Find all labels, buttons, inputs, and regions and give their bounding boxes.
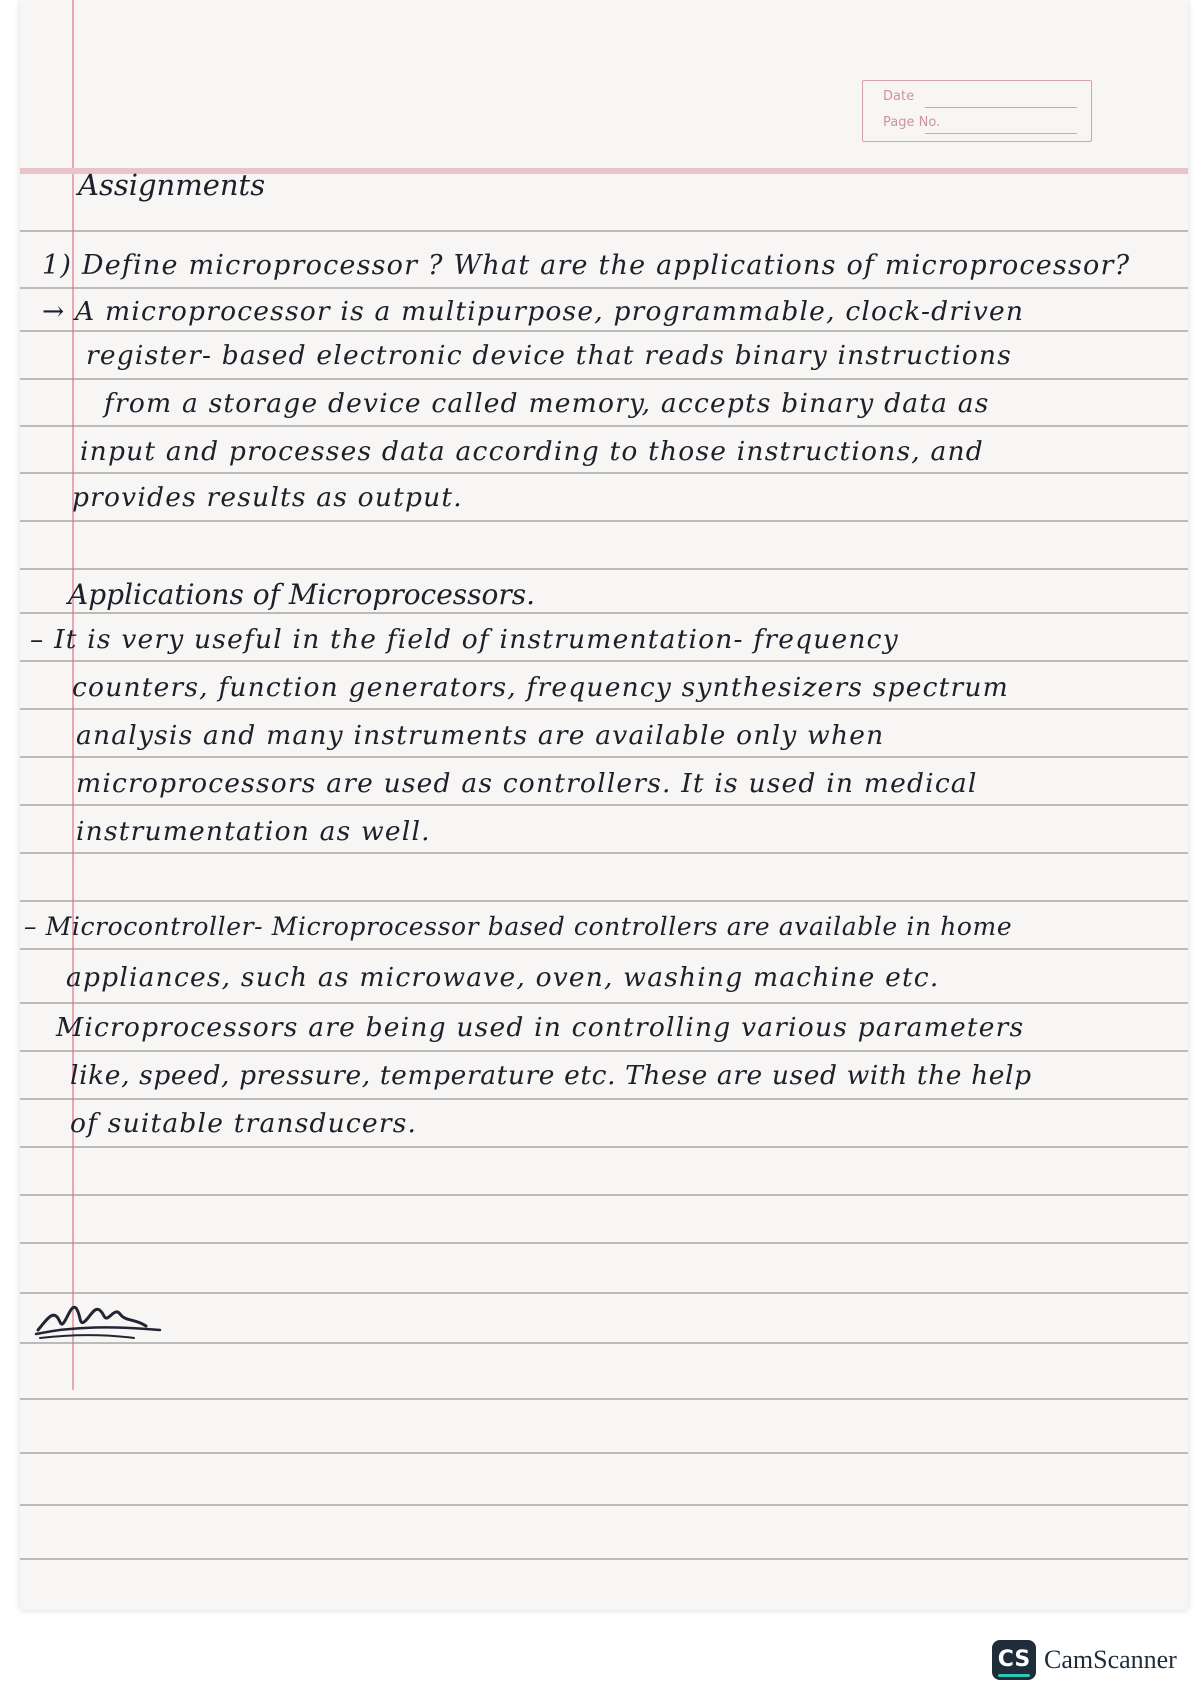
ruled-line	[20, 1558, 1188, 1560]
ruled-line	[20, 330, 1188, 332]
date-page-box	[862, 80, 1092, 142]
notebook-page	[20, 0, 1188, 1610]
ruled-line	[20, 520, 1188, 522]
ruled-line	[20, 804, 1188, 806]
ruled-line	[20, 948, 1188, 950]
camscanner-logo-icon: CS	[992, 1640, 1036, 1680]
application-line: appliances, such as microwave, oven, washing machine etc.	[66, 962, 940, 993]
application-line: like, speed, pressure, temperature etc. These are used with the help	[70, 1060, 1032, 1091]
section-heading: Applications of Microprocessors.	[68, 578, 536, 611]
ruled-line	[20, 378, 1188, 380]
ruled-line	[20, 708, 1188, 710]
ruled-line	[20, 1194, 1188, 1196]
ruled-line	[20, 852, 1188, 854]
ruled-line	[20, 1050, 1188, 1052]
ruled-line	[20, 756, 1188, 758]
answer-line: from a storage device called memory, accepts binary data as	[104, 388, 990, 419]
answer-line: → A microprocessor is a multipurpose, programmable, clock-driven	[42, 296, 1025, 327]
answer-line: register- based electronic device that reads binary instructions	[86, 340, 1013, 371]
application-line: microprocessors are used as controllers. It is used in medical	[76, 768, 978, 799]
ruled-line	[20, 1146, 1188, 1148]
application-line: – Microcontroller- Microprocessor based controllers are available in home	[24, 912, 1013, 941]
page-number-label: Page No.	[883, 115, 941, 130]
ruled-line	[20, 1398, 1188, 1400]
ruled-line	[20, 660, 1188, 662]
ruled-line	[20, 900, 1188, 902]
signature-icon	[34, 1288, 164, 1352]
application-line: counters, function generators, frequency synthesizers spectrum	[72, 672, 1009, 703]
ruled-line	[20, 568, 1188, 570]
ruled-line	[20, 612, 1188, 614]
ruled-line	[20, 1342, 1188, 1344]
ruled-line	[20, 1452, 1188, 1454]
answer-line: provides results as output.	[72, 482, 463, 513]
application-line: – It is very useful in the field of instrumentation- frequency	[30, 624, 899, 655]
question-text: 1) Define microprocessor ? What are the applications of microprocessor?	[42, 250, 1131, 281]
ruled-line	[20, 287, 1188, 289]
application-line: Microprocessors are being used in controlling various parameters	[56, 1012, 1025, 1043]
ruled-line	[20, 1292, 1188, 1294]
ruled-line	[20, 230, 1188, 232]
ruled-line	[20, 425, 1188, 427]
application-line: analysis and many instruments are available only when	[76, 720, 885, 751]
application-line: instrumentation as well.	[76, 816, 431, 847]
ruled-line	[20, 1242, 1188, 1244]
answer-line: input and processes data according to those instructions, and	[80, 436, 984, 467]
ruled-line	[20, 1098, 1188, 1100]
ruled-line	[20, 472, 1188, 474]
ruled-line	[20, 1002, 1188, 1004]
page-title: Assignments	[78, 168, 266, 202]
application-line: of suitable transducers.	[70, 1108, 418, 1139]
camscanner-wordmark: CamScanner	[1044, 1645, 1177, 1674]
date-label: Date	[883, 89, 915, 104]
ruled-line	[20, 1504, 1188, 1506]
